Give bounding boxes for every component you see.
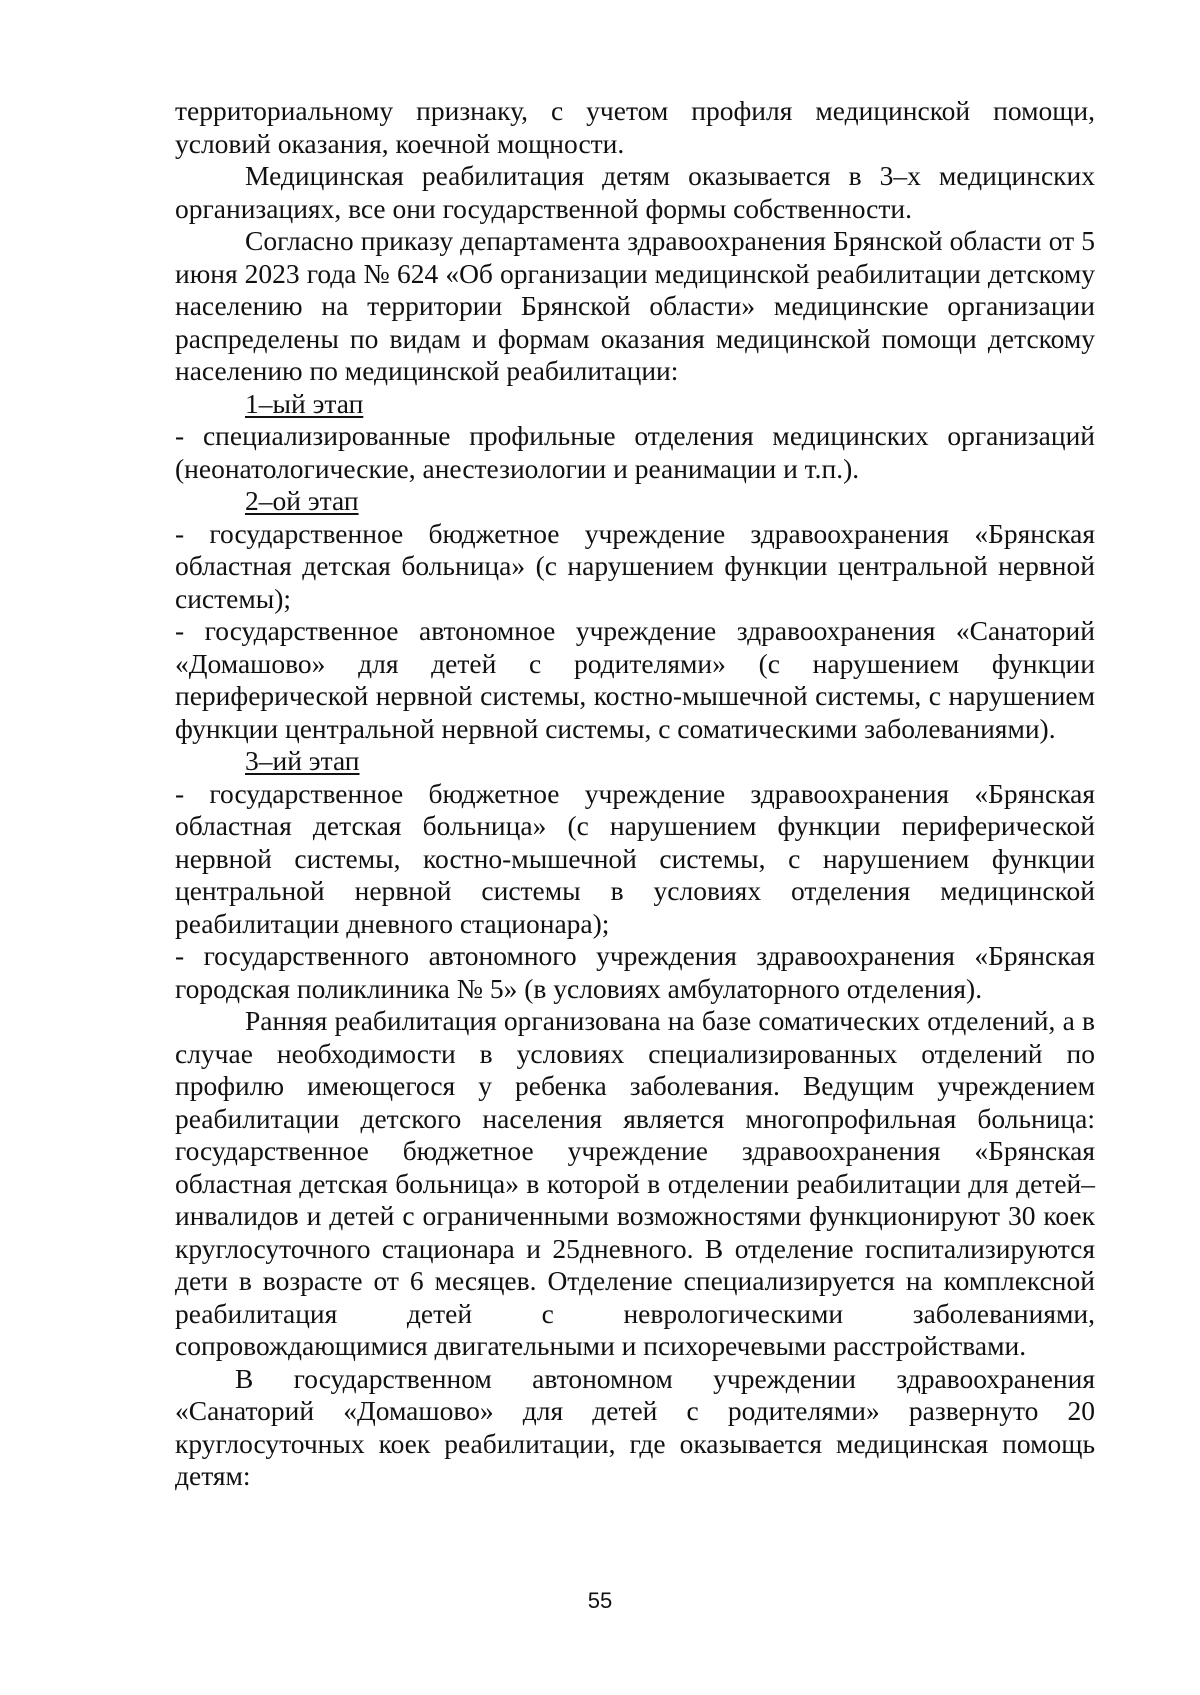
list-item-stage-1: - специализированные профильные отделения медицинских организаций (неонатологические, анестезиологии и реанимации и т.п.). [175,420,1095,484]
paragraph-order-reference: Согласно приказу департамента здравоохранения Брянской области от 5 июня 2023 года № 624 «Об организации медицинской реабилитации детскому населению на территории Брянской области» медицинские организации распределены по видам и формам оказания медицинской помощи детскому населению по медицинской реабилитации: [175,225,1095,386]
page-number: 55 [587,1588,613,1613]
list-item-stage-2-sanatorium: - государственное автономное учреждение здравоохранения «Санаторий «Домашово» для детей с родителями» (с нарушением функции периферической нервной системы, костно-мышечной системы, с нарушением функции центральной нервной системы, с соматическими заболеваниями). [175,615,1095,744]
stage-heading-2: 2–ой этап [245,485,359,516]
list-item-stage-2-hospital: - государственное бюджетное учреждение здравоохранения «Брянская областная детская больница» (с нарушением функции центральной нервной системы); [175,517,1095,614]
stage-heading-3: 3–ий этап [245,745,360,776]
paragraph-early-rehabilitation: Ранняя реабилитация организована на базе соматических отделений, а в случае необходимости в условиях специализированных отделений по профилю имеющегося у ребенка заболевания. Ведущим учреждением реабилитации детского населения является многопрофильная больница: государственное бюджетное учреждение здравоохранения «Брянская областная детская больница» в которой в отделении реабилитации для детей–инвалидов и детей с ограниченными возможностями функционируют 30 коек круглосуточного стационара и 25дневного. В отделение госпитализируются дети в возрасте от 6 месяцев. Отделение специализируется на комплексной реабилитация детей с неврологическими заболеваниями, сопровождающимися двигательными и психоречевыми расстройствами. [175,1005,1095,1361]
document-body [175,95,1095,1493]
stage-heading-1: 1–ый этап [245,387,364,419]
list-item-stage-3-hospital: - государственное бюджетное учреждение здравоохранения «Брянская областная детская больница» (с нарушением функции периферической нервной системы, костно-мышечной системы, с нарушением функции центральной нервной системы в условиях отделения медицинской реабилитации дневного стационара); [175,777,1095,939]
paragraph-intro-continuation: территориальному признаку, с учетом профиля медицинской помощи, условий оказания, коечной мощности. [175,95,1095,159]
paragraph-sanatorium-beds: В государственном автономном учреждении здравоохранения «Санаторий «Домашово» для детей с родителями» развернуто 20 круглосуточных коек реабилитации, где оказывается медицинская помощь детям: [175,1362,1095,1491]
paragraph-rehab-organizations: Медицинская реабилитация детям оказывается в 3–х медицинских организациях, все они государственной формы собственности. [175,160,1095,224]
list-item-stage-3-polyclinic: - государственного автономного учреждения здравоохранения «Брянская городская поликлиника № 5» (в условиях амбулаторного отделения). [175,940,1095,1004]
